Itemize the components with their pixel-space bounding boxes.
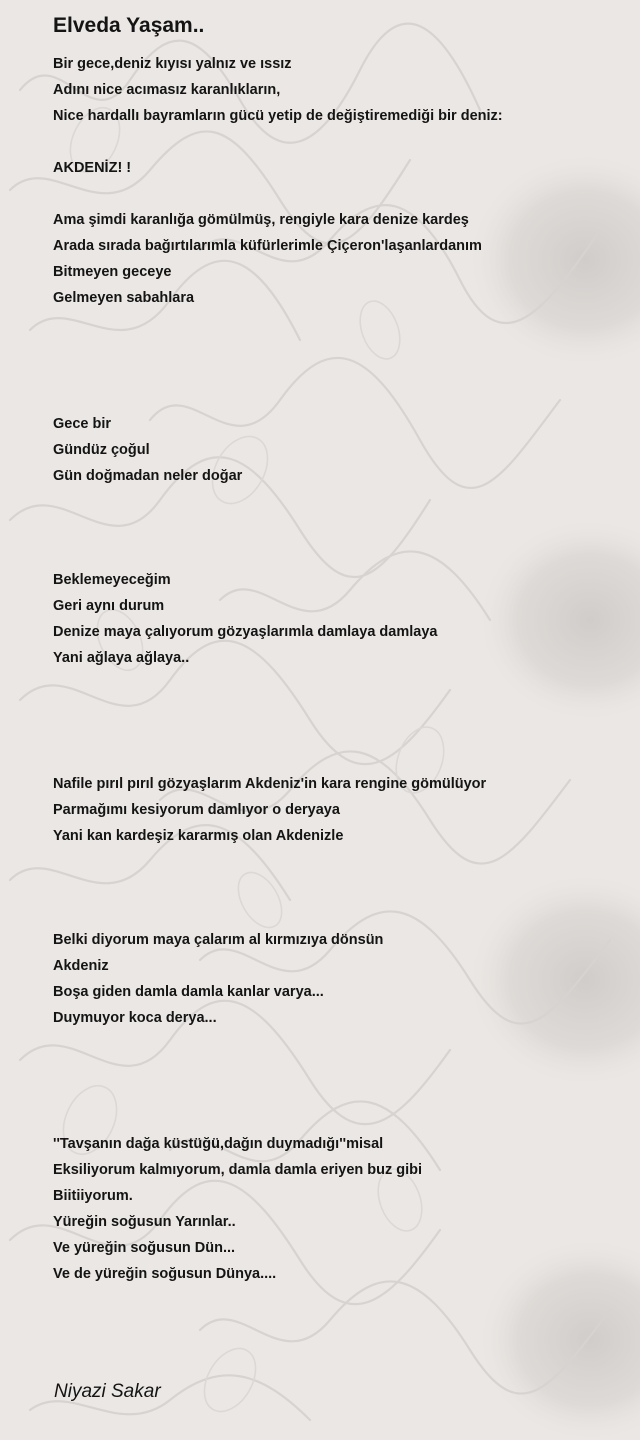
poem-line: Eksiliyorum kalmıyorum, damla damla eriyen buz gibi	[53, 1162, 423, 1178]
poem-line: Bitmeyen geceye	[53, 264, 172, 280]
poem-line: Adını nice acımasız karanlıkların,	[53, 82, 281, 98]
poem-line: Ve yüreğin soğusun Dün...	[53, 1240, 236, 1256]
poem-line: Akdeniz	[53, 958, 109, 974]
poem-title: Elveda Yaşam..	[53, 14, 205, 37]
poem-author: Niyazi Sakar	[54, 1381, 161, 1402]
poem-line: Gün doğmadan neler doğar	[53, 468, 243, 484]
poem-line: Yüreğin soğusun Yarınlar..	[53, 1214, 236, 1230]
poem-line: Nafile pırıl pırıl gözyaşlarım Akdeniz'in kara rengine gömülüyor	[53, 776, 487, 792]
poem-line: Ama şimdi karanlığa gömülmüş, rengiyle kara denize kardeş	[53, 212, 469, 228]
poem-line: Nice hardallı bayramların gücü yetip de değiştiremediği bir deniz:	[53, 108, 503, 124]
poem-line: Beklemeyeceğim	[53, 572, 171, 588]
poem-line: Bir gece,deniz kıyısı yalnız ve ıssız	[53, 56, 292, 72]
poem-line: Geri aynı durum	[53, 598, 165, 614]
poem-line: Gece bir	[53, 416, 112, 432]
poem-line: Belki diyorum maya çalarım al kırmızıya dönsün	[53, 932, 384, 948]
poem-line: Biitiiyorum.	[53, 1188, 133, 1204]
poem-line: Ve de yüreğin soğusun Dünya....	[53, 1266, 277, 1282]
poem-line: Boşa giden damla damla kanlar varya...	[53, 984, 324, 1000]
poem-line: Arada sırada bağırtılarımla küfürlerimle Çiçeron'laşanlardanım	[53, 238, 482, 254]
poem-line: Denize maya çalıyorum gözyaşlarımla damlaya damlaya	[53, 624, 438, 640]
poem-line: Duymuyor koca derya...	[53, 1010, 217, 1026]
poem-line: Gündüz çoğul	[53, 442, 150, 458]
poem-line: Parmağımı kesiyorum damlıyor o deryaya	[53, 802, 340, 818]
poem-line: Gelmeyen sabahlara	[53, 290, 195, 306]
poem-line: AKDENİZ! !	[53, 160, 132, 176]
poem-line: ''Tavşanın dağa küstüğü,dağın duymadığı''misal	[53, 1136, 384, 1152]
poem-line: Yani ağlaya ağlaya..	[53, 650, 190, 666]
poem-line: Yani kan kardeşiz kararmış olan Akdenizle	[53, 828, 344, 844]
